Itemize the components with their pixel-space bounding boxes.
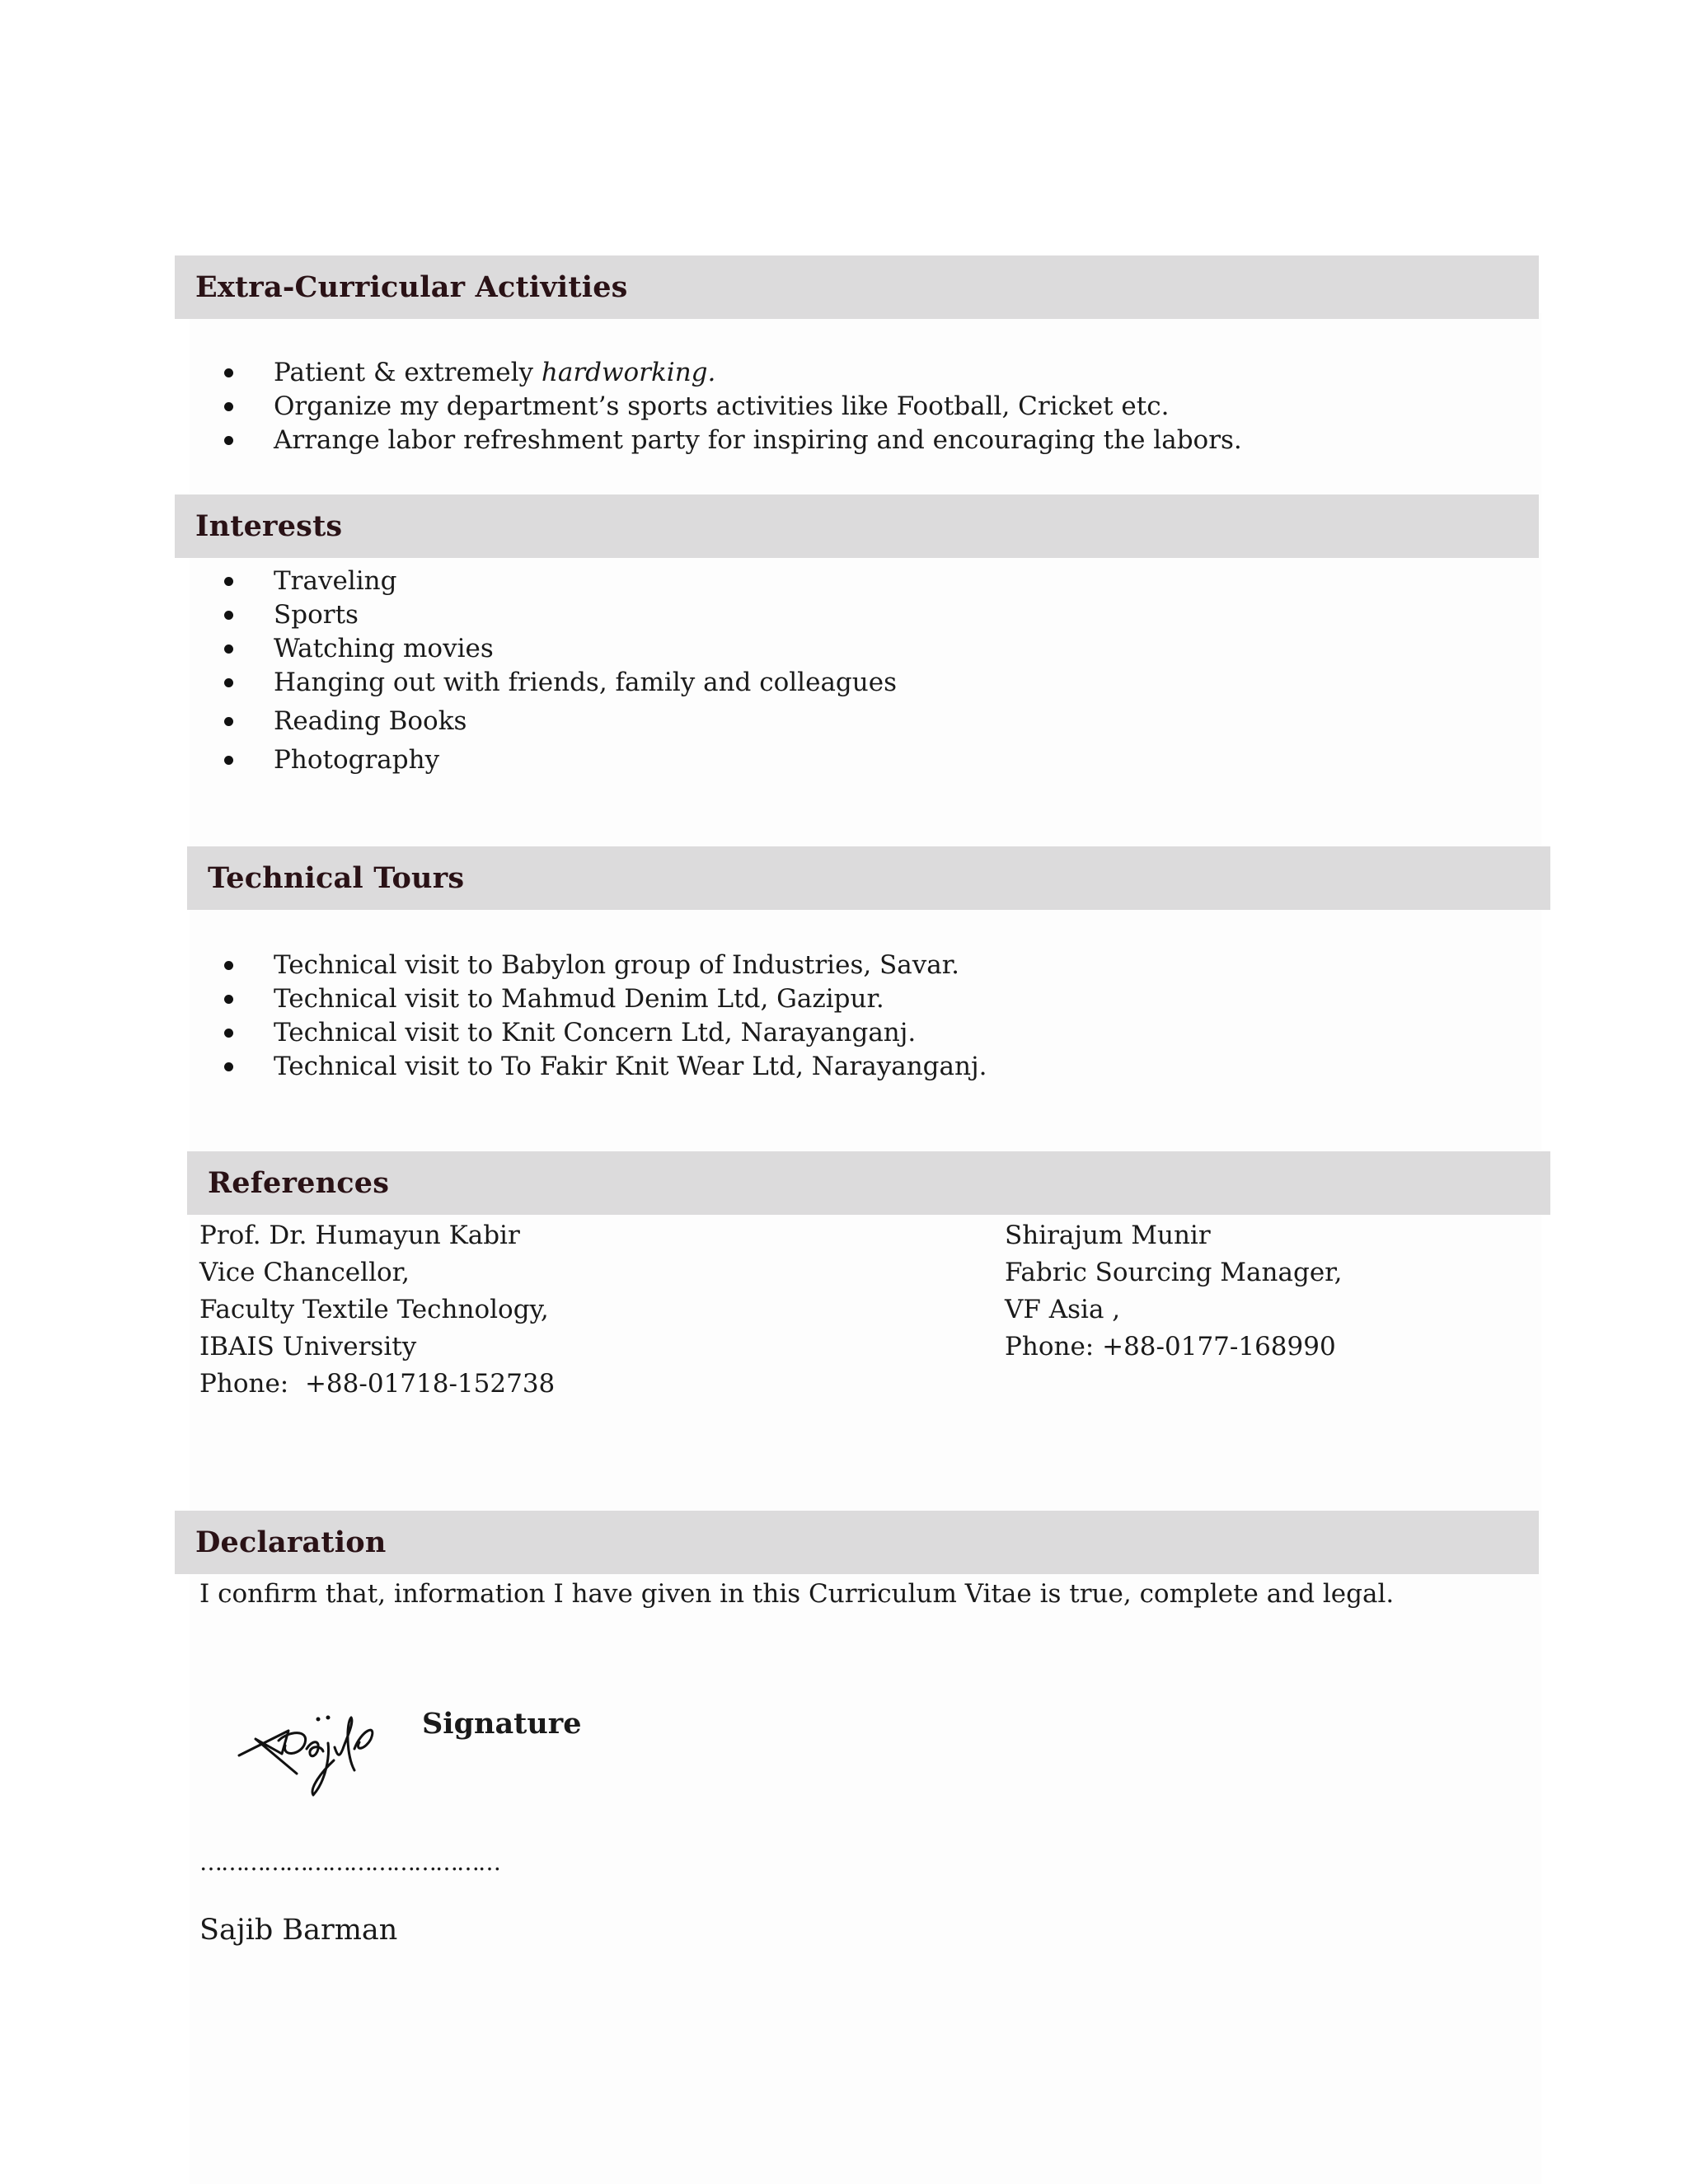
list-item: Traveling <box>224 565 897 598</box>
reference-line: VF Asia , <box>1005 1295 1121 1324</box>
section-title: Interests <box>195 509 343 543</box>
list-item: Organize my department’s sports activities like Football, Cricket etc. <box>224 390 1242 424</box>
section-title: References <box>208 1166 390 1200</box>
signature-name: Sajib Barman <box>199 1914 398 1947</box>
reference-line: Faculty Textile Technology, <box>199 1295 549 1324</box>
section-header-declaration <box>175 1511 1539 1574</box>
list-item: Technical visit to Knit Concern Ltd, Narayanganj. <box>224 1016 987 1050</box>
handwritten-signature <box>231 1706 387 1801</box>
signature-label: Signature <box>422 1707 582 1741</box>
list-item: Arrange labor refreshment party for inspiring and encouraging the labors. <box>224 424 1242 457</box>
list-item: Technical visit to Mahmud Denim Ltd, Gazipur. <box>224 982 987 1016</box>
section-header-extra-curricular <box>175 255 1539 319</box>
list-item: Reading Books <box>224 705 897 738</box>
section-title: Technical Tours <box>208 861 465 895</box>
list-item: Patient & extremely hardworking. <box>224 356 1242 390</box>
reference-line: Fabric Sourcing Manager, <box>1005 1258 1343 1287</box>
reference-line: Phone: +88-0177-168990 <box>1005 1332 1336 1361</box>
reference-line: Shirajum Munir <box>1005 1221 1211 1250</box>
reference-line: Vice Chancellor, <box>199 1258 410 1287</box>
reference-line: Phone: +88-01718-152738 <box>199 1369 556 1399</box>
interests-list <box>224 565 897 777</box>
list-item: Technical visit to To Fakir Knit Wear Ltd, Narayanganj. <box>224 1050 987 1084</box>
section-header-references <box>187 1151 1550 1215</box>
list-item: Watching movies <box>224 632 897 666</box>
list-item: Technical visit to Babylon group of Industries, Savar. <box>224 949 987 982</box>
list-item: Photography <box>224 743 897 777</box>
declaration-text: I confirm that, information I have given in this Curriculum Vitae is true, complete and legal. <box>199 1579 1395 1609</box>
reference-line: IBAIS University <box>199 1332 417 1361</box>
reference-left <box>199 1217 555 1403</box>
list-item: Sports <box>224 598 897 632</box>
section-title: Declaration <box>195 1526 387 1559</box>
technical-tours-list <box>224 949 987 1084</box>
reference-line: Prof. Dr. Humayun Kabir <box>199 1221 520 1250</box>
section-header-technical-tours <box>187 846 1550 910</box>
signature-dotted-line: …………………………………… <box>199 1849 499 1876</box>
section-header-interests <box>175 494 1539 558</box>
reference-right <box>1005 1217 1342 1366</box>
extra-curricular-list <box>224 356 1242 457</box>
section-title: Extra-Curricular Activities <box>195 270 628 304</box>
list-item: Hanging out with friends, family and colleagues <box>224 666 897 700</box>
